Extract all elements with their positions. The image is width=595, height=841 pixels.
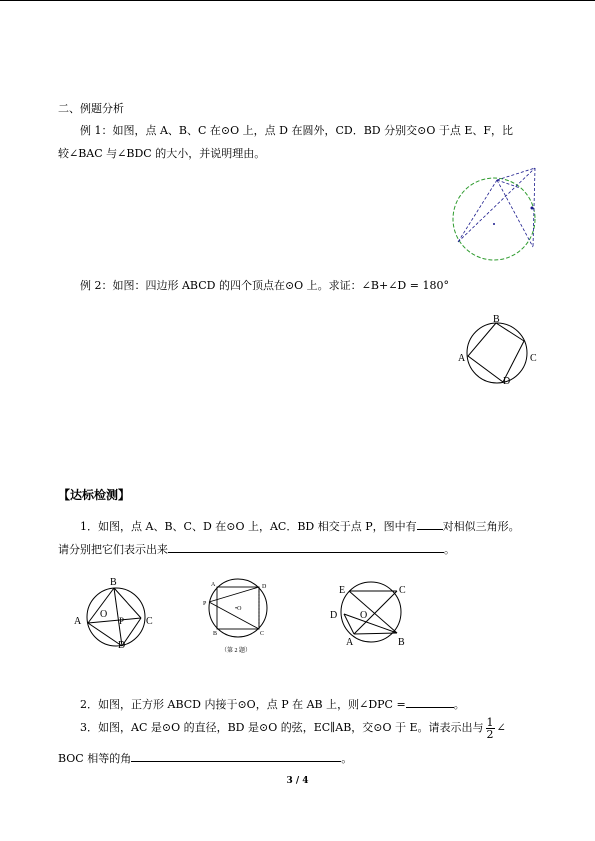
fig3-label-C: C <box>399 585 406 596</box>
fig1-label-A: A <box>74 616 82 627</box>
q1-line2 <box>58 541 455 557</box>
q3-fraction <box>486 717 495 740</box>
q-figure-3 <box>327 578 417 652</box>
fig2-label-A: A <box>211 582 216 588</box>
q2-text-a: 2．如图，正方形 ABCD 内接于⊙O，点 P 在 AB 上，则∠DPC = <box>80 698 406 711</box>
example2-figure <box>455 311 545 391</box>
example1-circle <box>453 178 535 260</box>
q1-line2-text-b: 。 <box>444 543 455 556</box>
fig1-label-O: O <box>100 609 108 620</box>
fig1-label-C: C <box>146 616 153 627</box>
assessment-title: 【达标检测】 <box>58 488 131 502</box>
q3-frac-den: 2 <box>486 727 494 741</box>
section-title: 二、例题分析 <box>58 102 124 115</box>
q-figure-1 <box>70 576 160 654</box>
example1-figure <box>448 162 548 262</box>
fig2-label-C: C <box>260 631 265 637</box>
fig3-label-D: D <box>330 610 338 621</box>
q3-line2-text-b: 。 <box>341 752 353 765</box>
ex2-label-D: D <box>503 376 511 387</box>
example1-line1: 例 1：如图，点 A、B、C 在⊙O 上，点 D 在圆外，CD．BD 分别交⊙O 于点 E、F，比 <box>80 124 513 137</box>
ex2-label-C: C <box>530 353 537 364</box>
q3-frac-num: 1 <box>486 715 494 729</box>
fig2-label-O: •O <box>235 606 242 612</box>
page-number: 3 / 4 <box>286 776 309 786</box>
fig3-label-A: A <box>346 637 354 648</box>
ex2-label-A: A <box>458 353 466 364</box>
q3-line1 <box>80 714 506 742</box>
q-figure-2 <box>200 576 280 658</box>
q2-line <box>80 696 465 712</box>
fig2-label-D: D <box>262 584 267 590</box>
fig2-label-P: P <box>203 601 207 607</box>
q1-line1-text-b: 对相似三角形。 <box>442 520 520 533</box>
q3-line2 <box>58 750 352 766</box>
q3-answer-blank[interactable] <box>131 750 341 762</box>
page-top-rule <box>0 0 595 1</box>
fig1-label-P: P <box>119 616 125 626</box>
fig2-label-B: B <box>213 631 218 637</box>
q2-answer-blank[interactable] <box>406 696 454 708</box>
fig1-label-D: D <box>118 640 126 651</box>
fig1-label-B: B <box>110 577 117 588</box>
q1-line2-text-a: 请分别把它们表示出来 <box>58 543 168 556</box>
q3-line2-text-a: BOC 相等的角 <box>58 752 132 765</box>
fig3-label-E: E <box>339 585 346 596</box>
q2-text-b: 。 <box>453 698 465 711</box>
q3-text-a: 3．如图，AC 是⊙O 的直径，BD 是⊙O 的弦，EC∥AB，交⊙O 于 E。请表示出与 <box>80 721 484 734</box>
example1-line2: 较∠BAC 与∠BDC 的大小，并说明理由。 <box>58 147 266 160</box>
example2-text: 例 2：如图：四边形 ABCD 的四个顶点在⊙O 上。求证：∠B+∠D = 180° <box>80 279 449 292</box>
fig2-caption: （第 2 题） <box>221 648 252 654</box>
q1-line1-text-a: 1．如图，点 A、B、C、D 在⊙O 上，AC．BD 相交于点 P，图中有 <box>80 520 417 533</box>
fig3-label-B: B <box>398 637 405 648</box>
q1-answer-blank-count[interactable] <box>417 518 443 530</box>
q1-answer-blank-list[interactable] <box>168 541 444 553</box>
fig3-label-O: O <box>360 610 368 621</box>
q3-text-b: ∠ <box>496 721 506 734</box>
ex2-label-B: B <box>493 314 500 325</box>
q1-line1 <box>80 518 520 534</box>
